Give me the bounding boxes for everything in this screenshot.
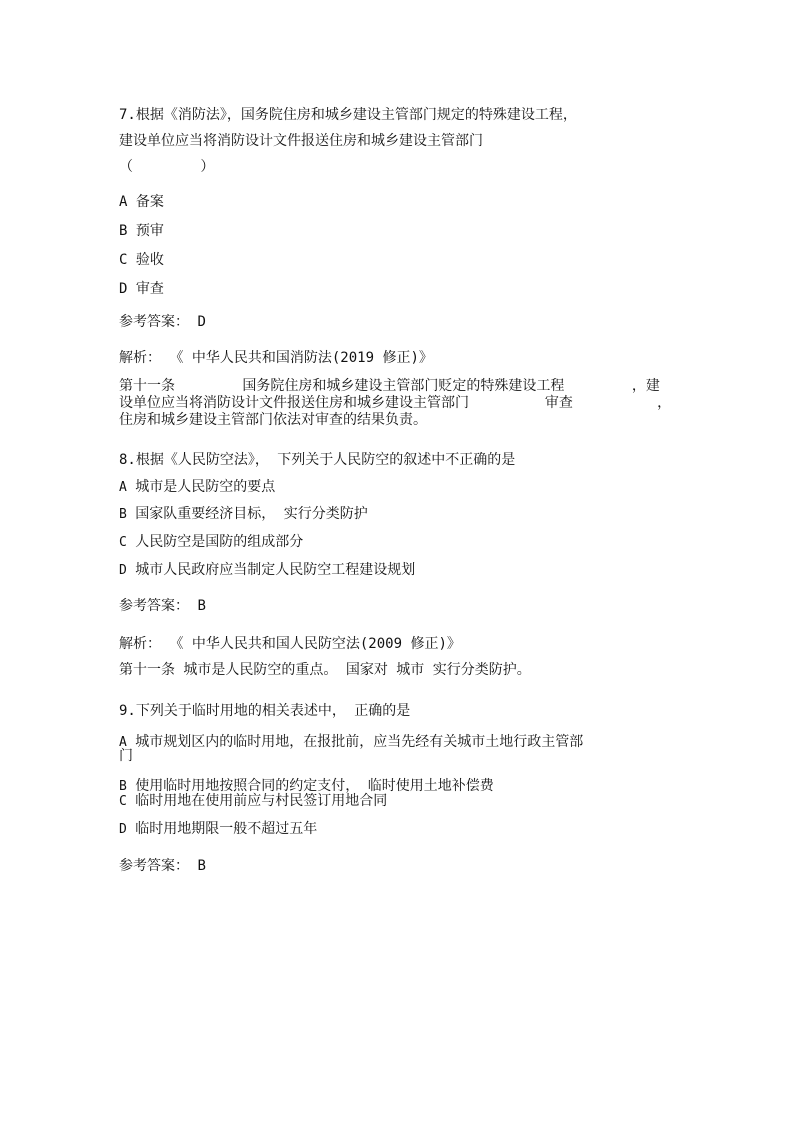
- q9-option-a: [119, 733, 583, 752]
- option-text: 城市规划区内的临时用地，在报批前，应当先经有关城市土地行政主管部: [135, 734, 584, 750]
- answer-value: B: [197, 858, 206, 874]
- q7-analysis-line1: 第十一条 国务院住房和城乡建设主管部门贬定的特殊建设工程 ，建: [119, 378, 660, 394]
- q9-option-d: [119, 820, 317, 839]
- q9-option-a-cont: 门: [119, 748, 133, 764]
- answer-label: 参考答案：: [119, 314, 189, 330]
- answer-value: B: [197, 598, 206, 614]
- q9-answer: [119, 857, 206, 875]
- answer-label: 参考答案：: [119, 858, 189, 874]
- option-text: 城市是人民防空的要点: [135, 479, 276, 495]
- q7-option-b: [119, 222, 164, 240]
- option-text: 临时用地在使用前应与村民签订用地合同: [135, 793, 388, 809]
- q8-analysis-heading: [119, 635, 461, 653]
- option-letter: B: [119, 223, 128, 239]
- option-letter: B: [119, 507, 127, 522]
- q7-analysis-line3: 住房和城乡建设主管部门依法对审查的结果负责。: [119, 412, 427, 428]
- analysis-title: 《 中华人民共和国人民防空法(2009 修正)》: [169, 636, 461, 652]
- option-letter: A: [119, 735, 127, 750]
- answer-value: D: [197, 314, 206, 330]
- q8-analysis-line1: 第十一条 城市是人民防空的重点。 国家对 城市 实行分类防护。: [119, 662, 531, 678]
- q8-answer: [119, 597, 206, 615]
- analysis-label: 解析：: [119, 636, 161, 652]
- q7-option-a: [119, 193, 164, 211]
- q7-option-c: [119, 251, 164, 269]
- q9-stem: 9.下列关于临时用地的相关表述中， 正确的是: [119, 703, 411, 719]
- option-letter: D: [119, 822, 127, 837]
- q8-option-c: [119, 533, 303, 552]
- option-text: 人民防空是国防的组成部分: [135, 534, 304, 550]
- option-letter: A: [119, 194, 128, 210]
- option-text: 国家队重要经济目标， 实行分类防护: [135, 506, 368, 522]
- q7-answer: [119, 313, 206, 331]
- q7-analysis-heading: [119, 349, 433, 367]
- option-text: 使用临时用地按照合同的约定支付， 临时使用土地补偿费: [135, 778, 494, 794]
- option-text: 临时用地期限一般不超过五年: [135, 821, 318, 837]
- option-letter: D: [119, 563, 127, 578]
- option-letter: C: [119, 252, 128, 268]
- option-text: 预审: [135, 223, 164, 239]
- option-letter: C: [119, 535, 127, 550]
- q7-stem-line2: 建设单位应当将消防设计文件报送住房和城乡建设主管部门: [119, 133, 483, 149]
- option-letter: B: [119, 779, 127, 794]
- option-text: 备案: [135, 194, 164, 210]
- option-letter: D: [119, 281, 128, 297]
- option-text: 城市人民政府应当制定人民防空工程建设规划: [135, 562, 416, 578]
- option-letter: A: [119, 480, 127, 495]
- q7-stem-line1: 7.根据《消防法》，国务院住房和城乡建设主管部门规定的特殊建设工程，: [119, 107, 577, 123]
- q7-analysis-line2: 设单位应当将消防设计文件报送住房和城乡建设主管部门 审查 ，: [119, 395, 672, 411]
- analysis-title: 《 中华人民共和国消防法(2019 修正)》: [169, 350, 433, 366]
- q8-option-a: [119, 478, 275, 497]
- q7-option-d: [119, 280, 164, 298]
- option-text: 审查: [135, 281, 164, 297]
- option-letter: C: [119, 794, 127, 809]
- q7-blank: （ ）: [119, 159, 215, 175]
- q8-option-b: [119, 505, 368, 524]
- analysis-label: 解析：: [119, 350, 161, 366]
- q8-stem: 8.根据《人民防空法》， 下列关于人民防空的叙述中不正确的是: [119, 452, 516, 468]
- answer-label: 参考答案：: [119, 598, 189, 614]
- q8-option-d: [119, 561, 415, 580]
- option-text: 验收: [135, 252, 164, 268]
- q9-option-c: [119, 792, 387, 811]
